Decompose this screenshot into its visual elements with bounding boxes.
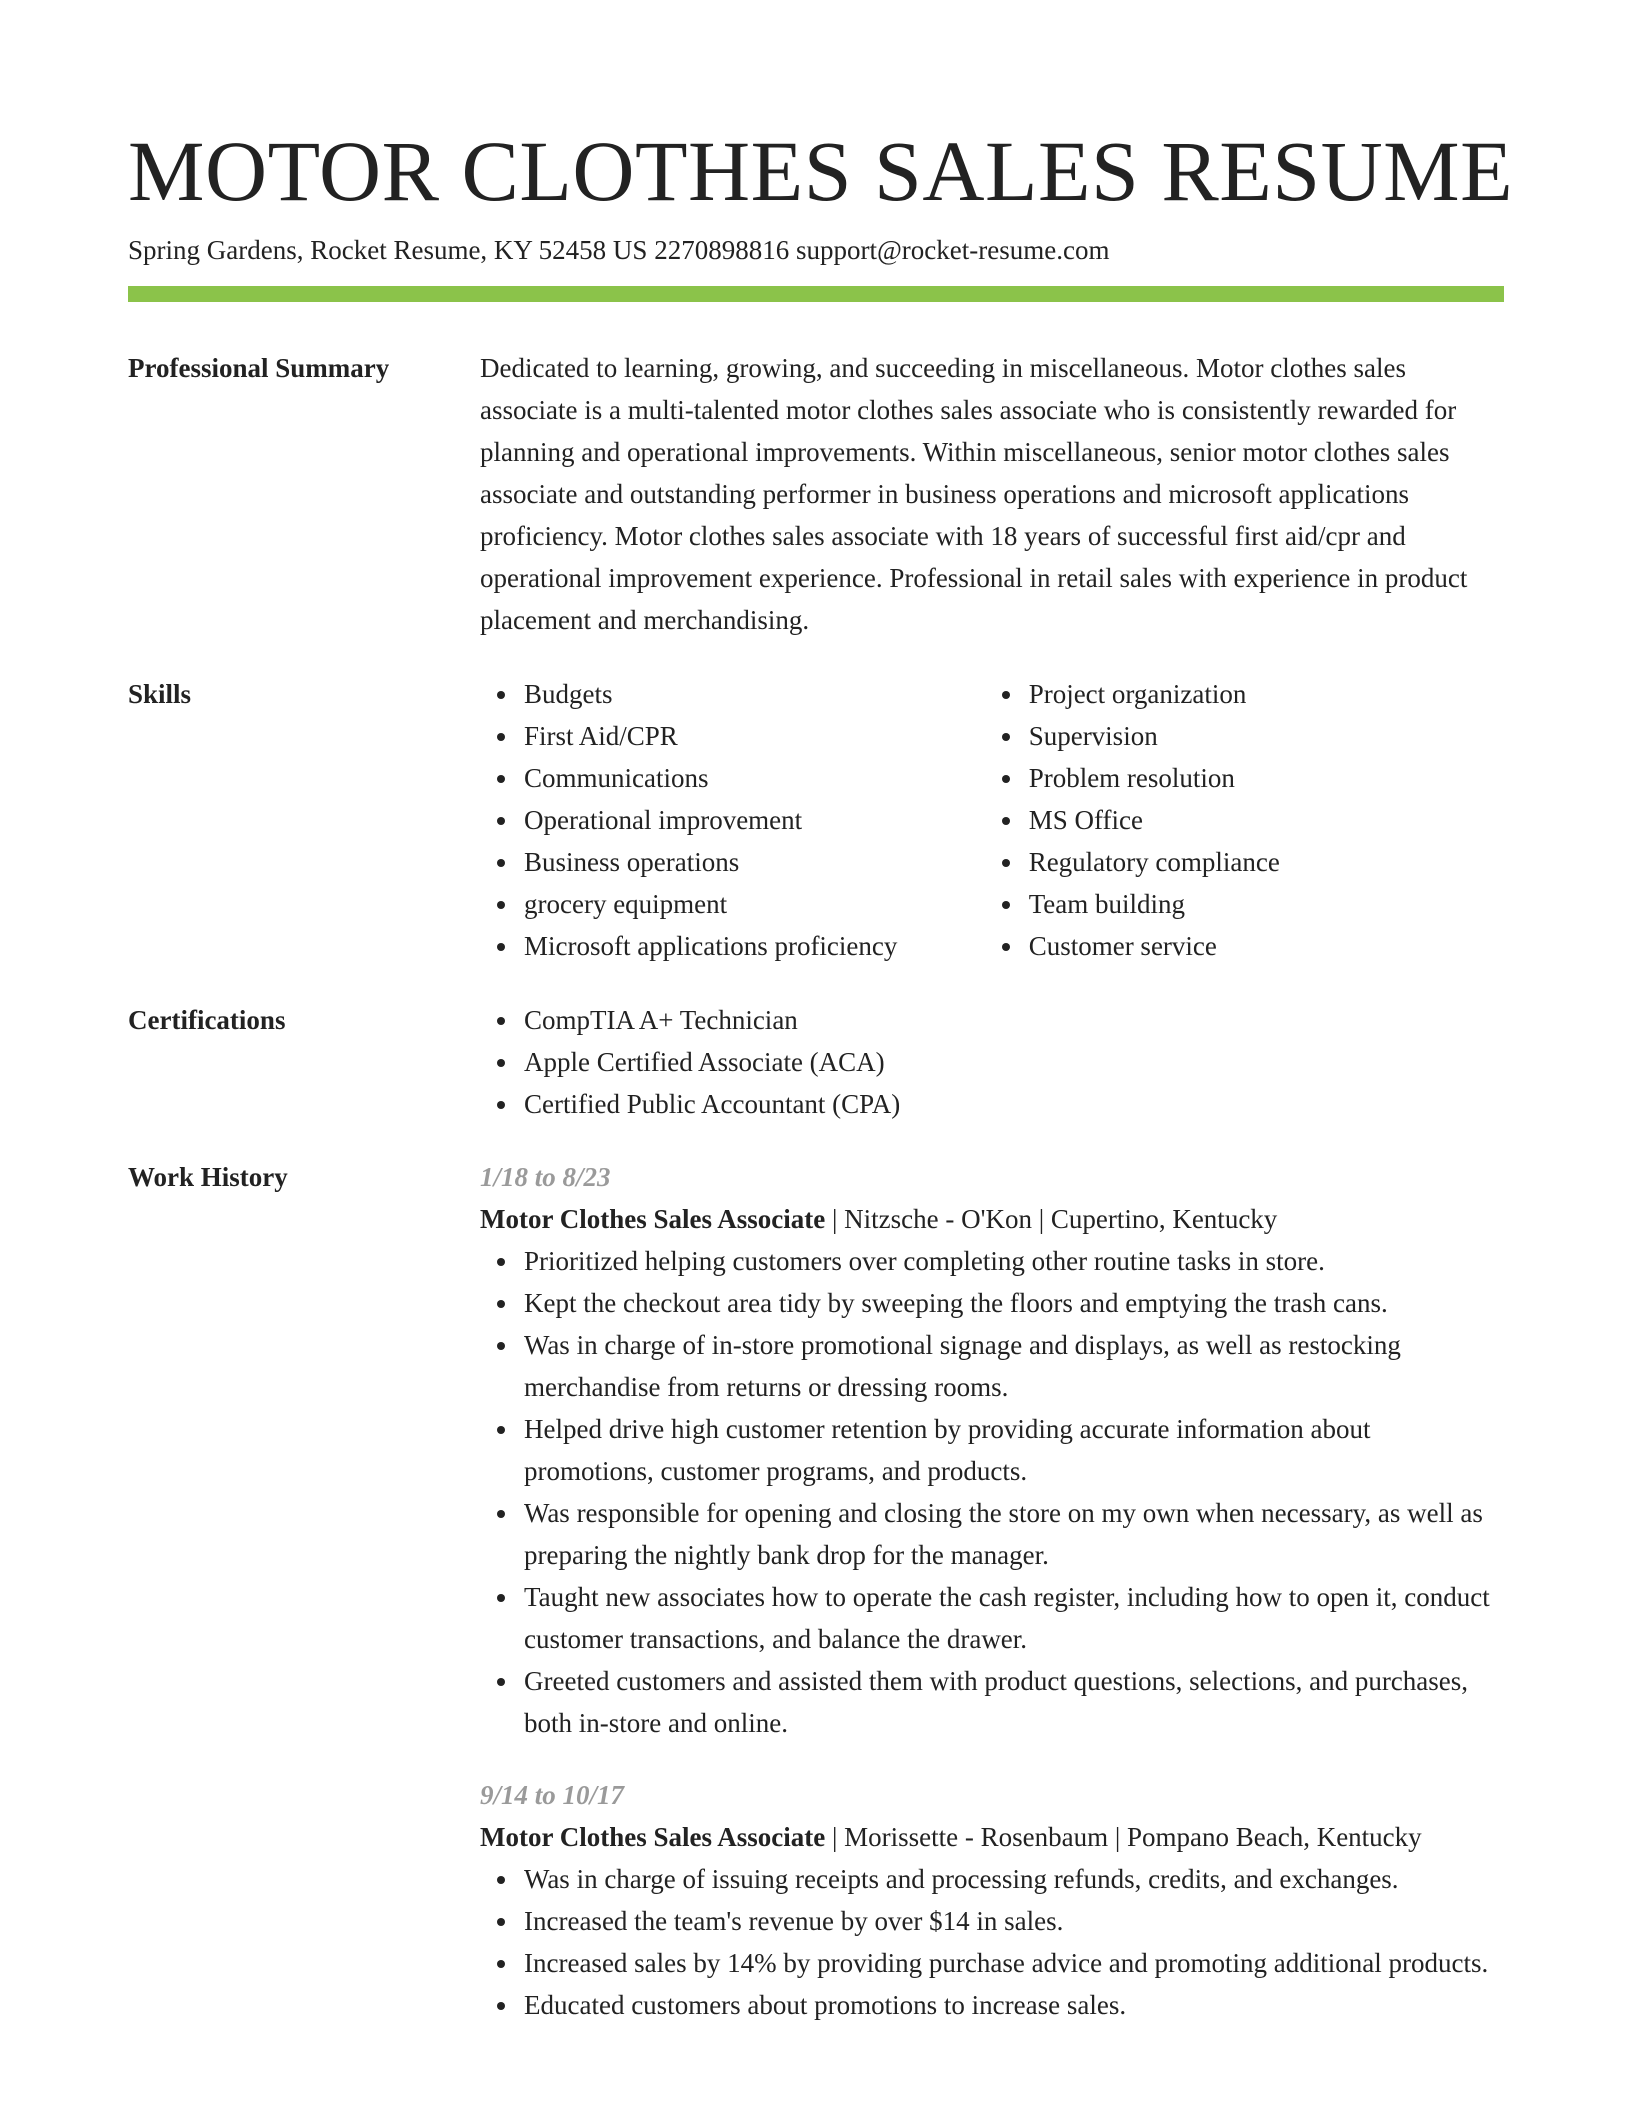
section-title-certifications: Certifications xyxy=(128,1005,286,1035)
summary-body xyxy=(480,347,1504,641)
work-history-body xyxy=(480,1156,1504,2026)
job-bullets xyxy=(480,1858,1504,2026)
job-bullet: Taught new associates how to operate the cash register, including how to open it, conduct customer transactions, and balance the drawer. xyxy=(524,1576,1504,1660)
certification-item: CompTIA A+ Technician xyxy=(524,999,1504,1041)
section-title-summary: Professional Summary xyxy=(128,353,390,383)
skill-item: Microsoft applications proficiency xyxy=(524,925,985,967)
skill-item: Supervision xyxy=(1029,715,1504,757)
skill-item: Budgets xyxy=(524,673,985,715)
skill-item: Project organization xyxy=(1029,673,1504,715)
skill-item: First Aid/CPR xyxy=(524,715,985,757)
section-title-skills: Skills xyxy=(128,679,192,709)
job-bullet: Helped drive high customer retention by providing accurate information about promotions, customer programs, and products. xyxy=(524,1408,1504,1492)
job-details: | Nitzsche - O'Kon | Cupertino, Kentucky xyxy=(825,1204,1278,1234)
skill-item: Problem resolution xyxy=(1029,757,1504,799)
section-title-work-history: Work History xyxy=(128,1162,288,1192)
job-title: Motor Clothes Sales Associate xyxy=(480,1204,826,1234)
skill-item: Business operations xyxy=(524,841,985,883)
job-dates: 9/14 to 10/17 xyxy=(480,1780,625,1810)
job-bullet: Kept the checkout area tidy by sweeping the floors and emptying the trash cans. xyxy=(524,1282,1504,1324)
job-bullet: Increased the team's revenue by over $14 in sales. xyxy=(524,1900,1504,1942)
certification-item: Apple Certified Associate (ACA) xyxy=(524,1041,1504,1083)
job-bullet: Was in charge of issuing receipts and processing refunds, credits, and exchanges. xyxy=(524,1858,1504,1900)
skill-item: grocery equipment xyxy=(524,883,985,925)
job-entry xyxy=(480,1774,1504,2026)
job-bullet: Was responsible for opening and closing the store on my own when necessary, as well as preparing the nightly bank drop for the manager. xyxy=(524,1492,1504,1576)
job-bullets xyxy=(480,1240,1504,1744)
skill-item: Team building xyxy=(1029,883,1504,925)
contact-line: Spring Gardens, Rocket Resume, KY 52458 US 2270898816 support@rocket-resume.com xyxy=(128,235,1110,265)
skill-item: Customer service xyxy=(1029,925,1504,967)
certifications-list xyxy=(480,999,1504,1125)
summary-text: Dedicated to learning, growing, and succeeding in miscellaneous. Motor clothes sales associate is a multi-talented motor clothes sales associate who is consistently rewarded for planning and operational improvements. Within miscellaneous, senior motor clothes sales associate and outstanding performer in business operations and microsoft applications proficiency. Motor clothes sales associate with 18 years of successful first aid/cpr and operational improvement experience. Professional in retail sales with experience in product placement and merchandising. xyxy=(480,353,1468,635)
skills-column-2 xyxy=(985,673,1504,967)
skill-item: Operational improvement xyxy=(524,799,985,841)
job-heading xyxy=(480,1198,1504,1240)
job-details: | Morissette - Rosenbaum | Pompano Beach, Kentucky xyxy=(825,1822,1422,1852)
header-divider xyxy=(128,286,1504,302)
skills-body xyxy=(480,673,1504,967)
skill-item: Communications xyxy=(524,757,985,799)
job-bullet: Increased sales by 14% by providing purchase advice and promoting additional products. xyxy=(524,1942,1504,1984)
job-bullet: Greeted customers and assisted them with product questions, selections, and purchases, both in-store and online. xyxy=(524,1660,1504,1744)
job-bullet: Educated customers about promotions to increase sales. xyxy=(524,1984,1504,2026)
job-title: Motor Clothes Sales Associate xyxy=(480,1822,826,1852)
certifications-body xyxy=(480,999,1504,1125)
certification-item: Certified Public Accountant (CPA) xyxy=(524,1083,1504,1125)
job-bullet: Prioritized helping customers over completing other routine tasks in store. xyxy=(524,1240,1504,1282)
skills-column-1 xyxy=(480,673,985,967)
job-entry xyxy=(480,1156,1504,1744)
resume-title: MOTOR CLOTHES SALES RESUME xyxy=(128,123,1514,219)
skill-item: MS Office xyxy=(1029,799,1504,841)
job-dates: 1/18 to 8/23 xyxy=(480,1162,611,1192)
job-heading xyxy=(480,1816,1504,1858)
job-bullet: Was in charge of in-store promotional signage and displays, as well as restocking merchandise from returns or dressing rooms. xyxy=(524,1324,1504,1408)
skill-item: Regulatory compliance xyxy=(1029,841,1504,883)
